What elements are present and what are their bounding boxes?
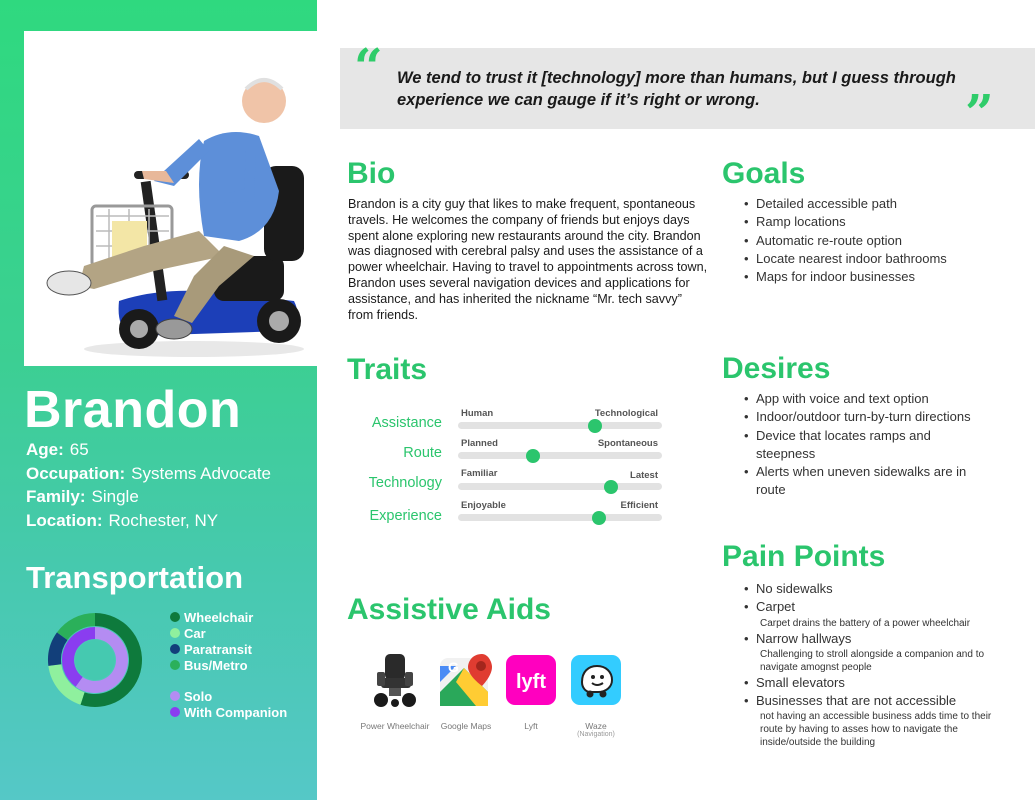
trait-min-label: Human — [461, 408, 494, 419]
trait-slider-knob — [526, 449, 540, 463]
legend-label: Bus/Metro — [184, 657, 248, 673]
aid-lyft — [496, 652, 566, 731]
open-quote-icon: “ — [354, 37, 383, 96]
man-on-scooter-illustration — [24, 31, 317, 366]
legend-swatch — [170, 660, 180, 670]
trait-min-label: Familiar — [461, 468, 498, 479]
bio-text: Brandon is a city guy that likes to make frequent, spontaneous travels. He welcomes the company of friends but enjoys days spent alone exploring new restaurants around the city. Brandon was diagnosed with cerebral palsy and uses the assistance of a power wheelchair. Having to travel to appointments across town, Brandon uses several navigation devices and applications for assistance, and has inherited the nickname “Mr. tech savvy” from friends. — [348, 197, 708, 322]
list-item: • Carpet — [744, 598, 1014, 616]
aid-label: Google Maps — [440, 721, 492, 731]
trait-label-technology: Technology — [368, 475, 442, 491]
trait-label-experience: Experience — [369, 508, 442, 524]
list-item: • Locate nearest indoor bathrooms — [744, 250, 1024, 268]
list-item-detail: Carpet drains the battery of a power wheelchair — [760, 617, 971, 629]
desires-title: Desires — [722, 352, 831, 385]
persona-photo — [24, 31, 317, 366]
legend-item-car — [170, 625, 287, 641]
legend-label: With Companion — [184, 704, 288, 720]
persona-quote: We tend to trust it [technology] more than humans, but I guess through experience we can gauge if it’s right or wrong. — [397, 69, 956, 109]
trait-slider-assistance — [458, 422, 662, 429]
legend-item-wheelchair — [170, 609, 287, 625]
goals-title: Goals — [722, 157, 806, 190]
aid-label: Lyft — [524, 721, 538, 731]
trait-min-label: Planned — [461, 438, 498, 449]
legend-label: Wheelchair — [184, 609, 254, 625]
list-item: • Maps for indoor businesses — [744, 268, 1024, 286]
fact-value: Single — [91, 487, 139, 506]
legend-item-solo — [170, 688, 287, 704]
assistive-aids-title: Assistive Aids — [347, 593, 551, 626]
google-maps-icon — [438, 652, 494, 708]
fact-occupation — [26, 464, 271, 488]
aid-power-wheelchair — [360, 652, 430, 731]
list-item: • Device that locates ramps and steepness — [744, 427, 989, 464]
persona-sidebar — [0, 0, 317, 800]
list-item: • Detailed accessible path — [744, 195, 1024, 213]
lyft-logo-text: lyft — [516, 671, 546, 693]
legend-item-paratransit — [170, 641, 287, 657]
close-quote-icon: ” — [965, 83, 994, 142]
trait-min-label: Enjoyable — [461, 500, 506, 511]
legend-label: Solo — [184, 688, 213, 704]
bio-title: Bio — [347, 157, 396, 190]
fact-value: Rochester, NY — [108, 510, 219, 530]
legend-swatch — [170, 691, 180, 701]
donut-hole — [75, 640, 115, 680]
legend-swatch — [170, 644, 180, 654]
fact-location — [26, 511, 271, 535]
legend-label: Car — [184, 625, 206, 641]
list-item: • Alerts when uneven sidewalks are in route — [744, 463, 989, 500]
legend-swatch — [170, 707, 180, 717]
transportation-title: Transportation — [26, 560, 244, 595]
pain-points-title: Pain Points — [722, 540, 886, 573]
legend-item-bus-metro — [170, 657, 287, 673]
trait-max-label: Spontaneous — [597, 438, 658, 449]
power-wheelchair-icon — [367, 652, 423, 708]
traits-title: Traits — [347, 353, 428, 386]
trait-label-assistance: Assistance — [371, 415, 442, 431]
list-item: • Automatic re-route option — [744, 232, 1024, 250]
waze-icon — [568, 652, 624, 708]
fact-family — [26, 487, 271, 511]
aid-google-maps — [431, 652, 501, 731]
list-item: • Ramp locations — [744, 213, 1024, 231]
trait-label-route: Route — [403, 445, 442, 461]
fact-age — [26, 440, 271, 464]
fact-value: Systems Advocate — [131, 463, 272, 483]
list-item-detail: Challenging to stroll alongside a companion and to navigate amognst people — [760, 648, 985, 673]
svg-text:G: G — [448, 659, 459, 675]
fact-label: Age: — [26, 440, 64, 459]
desires-list — [744, 390, 989, 500]
aid-label: Waze — [585, 721, 607, 731]
fact-label: Location: — [26, 510, 103, 530]
pain-points-list — [744, 580, 1014, 749]
trait-slider-knob — [588, 419, 602, 433]
legend-swatch — [170, 628, 180, 638]
trait-slider-knob — [604, 480, 618, 494]
trait-slider-experience — [458, 514, 662, 521]
goals-list — [744, 195, 1024, 286]
fact-label: Occupation: — [26, 463, 126, 483]
trait-max-label: Efficient — [620, 500, 658, 511]
trait-slider-knob — [592, 511, 606, 525]
list-item: • Narrow hallways — [744, 630, 1014, 648]
transportation-legend — [170, 609, 287, 720]
aid-sublabel: (Navigation) — [577, 731, 615, 738]
fact-value: 65 — [69, 440, 89, 459]
fact-label: Family: — [26, 487, 86, 506]
list-item: • App with voice and text option — [744, 390, 989, 408]
trait-slider-route — [458, 452, 662, 459]
list-item-detail: not having an accessible business adds time to their route by having to asses how to navigate the inside/outside the building — [760, 711, 992, 749]
aid-label: Power Wheelchair — [360, 721, 430, 731]
legend-label: Paratransit — [184, 641, 252, 657]
legend-swatch — [170, 612, 180, 622]
transportation-donut-chart — [47, 612, 143, 708]
trait-max-label: Latest — [630, 470, 658, 481]
trait-slider-technology — [458, 483, 662, 490]
list-item: • Indoor/outdoor turn-by-turn directions — [744, 408, 989, 426]
list-item: • No sidewalks — [744, 580, 1014, 598]
legend-item-with-companion — [170, 704, 287, 720]
persona-facts — [26, 440, 271, 534]
trait-max-label: Technological — [594, 408, 658, 419]
aid-waze — [561, 652, 631, 738]
persona-name: Brandon — [24, 381, 242, 439]
list-item: • Businesses that are not accessible — [744, 692, 1014, 710]
lyft-icon — [503, 652, 559, 708]
list-item: • Small elevators — [744, 674, 1014, 692]
